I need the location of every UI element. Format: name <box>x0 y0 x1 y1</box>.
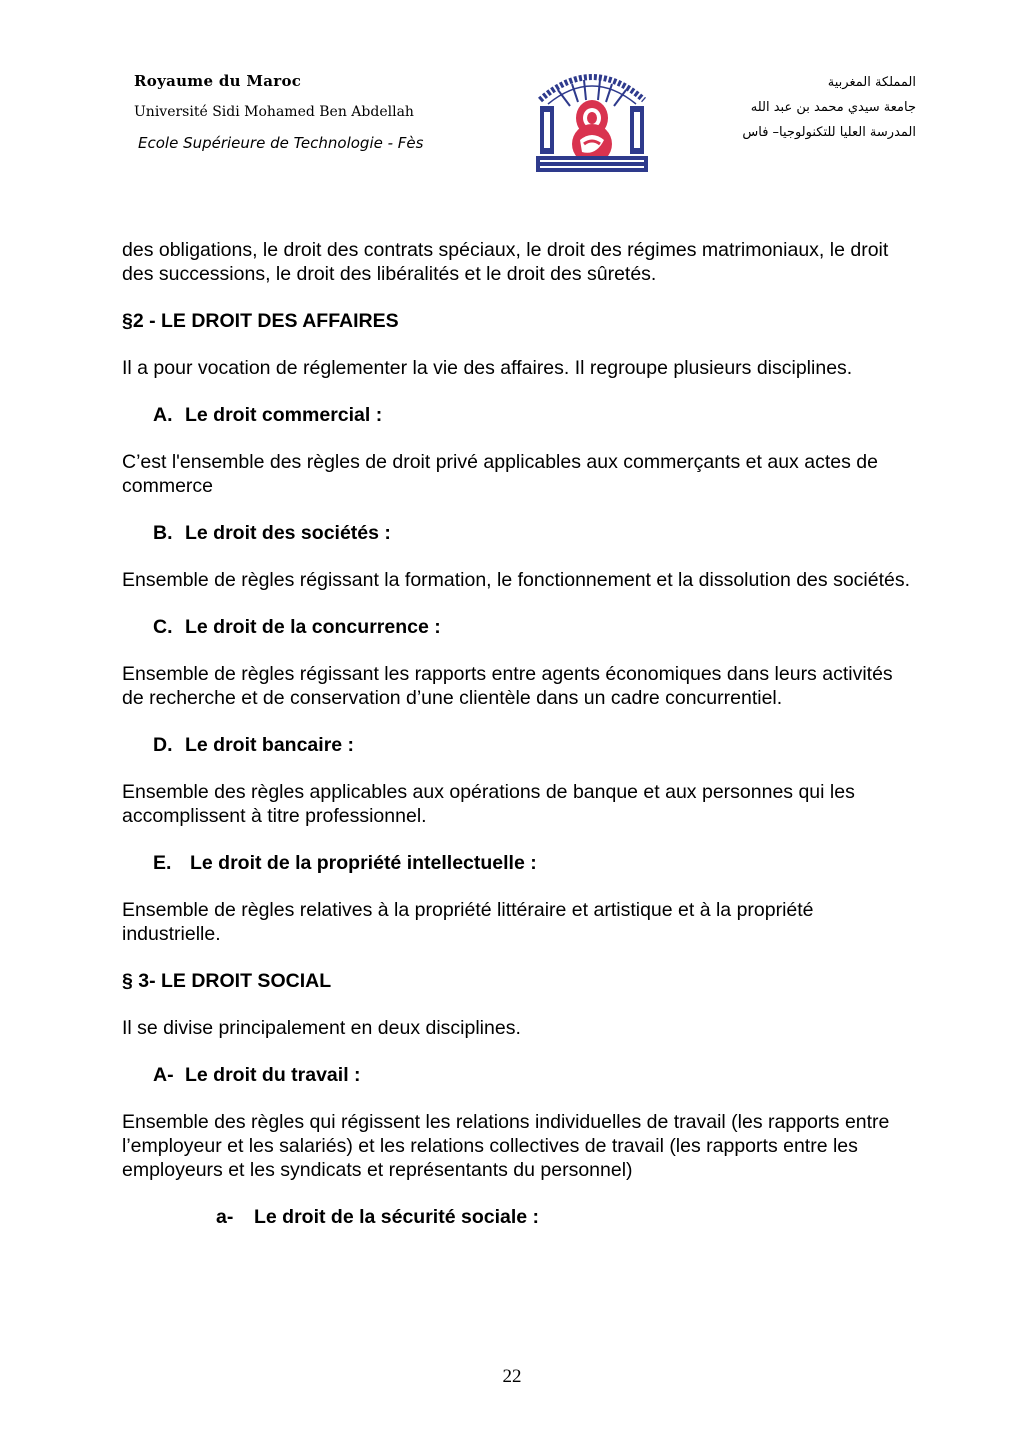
section-intro-social: Il se divise principalement en deux disciplines. <box>122 1017 521 1039</box>
paragraph-continued: des obligations, le droit des contrats spéciaux, le droit des régimes matrimoniaux, le droit des successions, le droit des libéralités et le droit des sûretés. <box>122 239 889 285</box>
subheading-label: B. <box>153 522 173 544</box>
subsubheading-securite-sociale <box>216 1205 912 1229</box>
paragraph-bancaire: Ensemble des règles applicables aux opérations de banque et aux personnes qui les accomplissent à titre professionnel. <box>122 781 855 827</box>
paragraph-concurrence: Ensemble de règles régissant les rapports entre agents économiques dans leurs activités de recherche et de conservation d’une clientèle dans un cadre concurrentiel. <box>122 663 893 709</box>
header-kingdom: Royaume du Maroc <box>134 72 302 90</box>
header-school: Ecole Supérieure de Technologie - Fès <box>138 134 424 152</box>
header-right-block <box>742 75 916 140</box>
subsubheading-title: Le droit de la sécurité sociale : <box>254 1206 540 1228</box>
subheading-travail <box>153 1063 912 1087</box>
subheading-label: E. <box>153 852 172 874</box>
subheading-title: Le droit des sociétés : <box>185 522 391 544</box>
subheading-label: D. <box>153 734 173 756</box>
subheading-societes <box>153 521 912 545</box>
paragraph-societes: Ensemble de règles régissant la formation, le fonctionnement et la dissolution des sociétés. <box>122 569 911 591</box>
header-university-arabic: جامعة سيدي محمد بن عبد الله <box>750 100 916 115</box>
subheading-title: Le droit commercial : <box>185 404 383 426</box>
paragraph-propriete: Ensemble de règles relatives à la propriété littéraire et artistique et à la propriété industrielle. <box>122 899 814 945</box>
section-heading-social: § 3- LE DROIT SOCIAL <box>122 970 332 992</box>
subheading-label: A- <box>153 1064 174 1086</box>
page-header <box>0 0 1024 200</box>
paragraph-travail: Ensemble des règles qui régissent les relations individuelles de travail (les rapports entre l’employeur et les salariés) et les relations collectives de travail (les rapports entre les employeurs et les syndicats et représentants du personnel) <box>122 1111 890 1181</box>
university-seal-logo <box>530 60 654 174</box>
subheading-title: Le droit de la concurrence : <box>185 616 441 638</box>
subheading-concurrence <box>153 615 912 639</box>
document-body <box>122 238 912 1252</box>
subheading-commercial <box>153 403 912 427</box>
header-university: Université Sidi Mohamed Ben Abdellah <box>134 104 414 120</box>
subheading-title: Le droit de la propriété intellectuelle : <box>190 852 537 874</box>
header-kingdom-arabic: المملكة المغربية <box>827 75 916 90</box>
section-heading-affaires: §2 - LE DROIT DES AFFAIRES <box>122 310 399 332</box>
subheading-bancaire <box>153 733 912 757</box>
subheading-label: A. <box>153 404 173 426</box>
section-intro-affaires: Il a pour vocation de réglementer la vie des affaires. Il regroupe plusieurs disciplines. <box>122 357 853 379</box>
paragraph-commercial: C’est l'ensemble des règles de droit privé applicables aux commerçants et aux actes de commerce <box>122 451 878 497</box>
page-number: 22 <box>502 1366 522 1387</box>
subheading-propriete <box>153 851 912 875</box>
header-left-block <box>134 72 423 152</box>
header-school-arabic: المدرسة العليا للتكنولوجيا– فاس <box>742 125 916 140</box>
subheading-title: Le droit du travail : <box>185 1064 361 1086</box>
subheading-title: Le droit bancaire : <box>185 734 355 756</box>
subsubheading-label: a- <box>216 1206 234 1228</box>
subheading-label: C. <box>153 616 173 638</box>
